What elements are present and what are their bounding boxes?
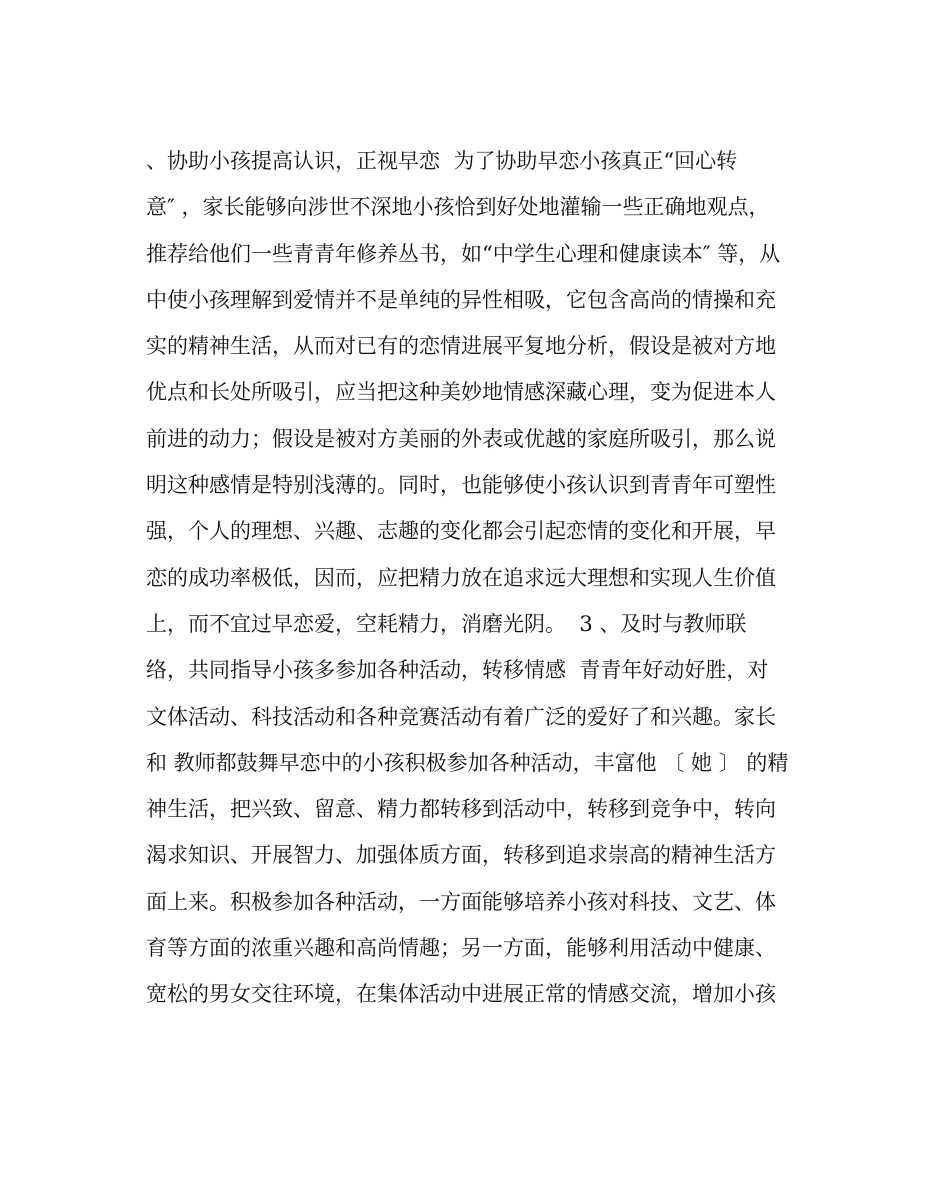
text-line: 实的精神生活，从而对已有的恋情进展平复地分析，假设是被对方地 — [146, 334, 776, 359]
text-line: 前进的动力；假设是被对方美丽的外表或优越的家庭所吸引，那么说 — [146, 426, 776, 451]
text-line: 恋的成功率极低，因而，应把精力放在追求远大理想和实现人生价值 — [146, 565, 776, 590]
text-line: 和 教师都鼓舞早恋中的小孩积极参加各种活动，丰富他 〔 她 〕 的精 — [146, 750, 789, 775]
text-line: 上，而不宜过早恋爱，空耗精力，消磨光阴。 3 、及时与教师联 — [146, 611, 747, 636]
text-line: 意″ ，家长能够向涉世不深地小孩恰到好处地灌输一些正确地观点， — [146, 195, 770, 220]
text-line: 中使小孩理解到爱情并不是单纯的异性相吸，它包含高尚的情操和充 — [146, 287, 776, 312]
text-line: 面上来。积极参加各种活动，一方面能够培养小孩对科技、文艺、体 — [146, 889, 776, 914]
text-line: 文体活动、科技活动和各种竞赛活动有着广泛的爱好了和兴趣。家长 — [146, 704, 776, 729]
body-text — [146, 138, 826, 1018]
text-line: 、协助小孩提高认识，正视早恋 为了协助早恋小孩真正“回心转 — [146, 149, 738, 173]
text-line: 渴求知识、开展智力、加强体质方面，转移到追求崇高的精神生活方 — [146, 843, 776, 868]
text-line: 神生活，把兴致、留意、精力都转移到活动中，转移到竞争中，转向 — [146, 797, 776, 822]
text-line: 宽松的男女交往环境，在集体活动中进展正常的情感交流，增加小孩 — [146, 982, 776, 1007]
text-line: 强，个人的理想、兴趣、志趣的变化都会引起恋情的变化和开展，早 — [146, 519, 776, 544]
text-line: 明这种感情是特别浅薄的。同时，也能够使小孩认识到青青年可塑性 — [146, 473, 776, 498]
text-line: 优点和长处所吸引，应当把这种美妙地情感深藏心理，变为促进本人 — [146, 380, 776, 405]
text-line: 育等方面的浓重兴趣和高尚情趣；另一方面，能够利用活动中健康、 — [146, 936, 776, 961]
text-line: 推荐给他们一些青青年修养丛书，如“中学生心理和健康读本″ 等，从 — [146, 241, 781, 266]
text-line: 络，共同指导小孩多参加各种活动，转移情感 青青年好动好胜，对 — [146, 658, 769, 683]
